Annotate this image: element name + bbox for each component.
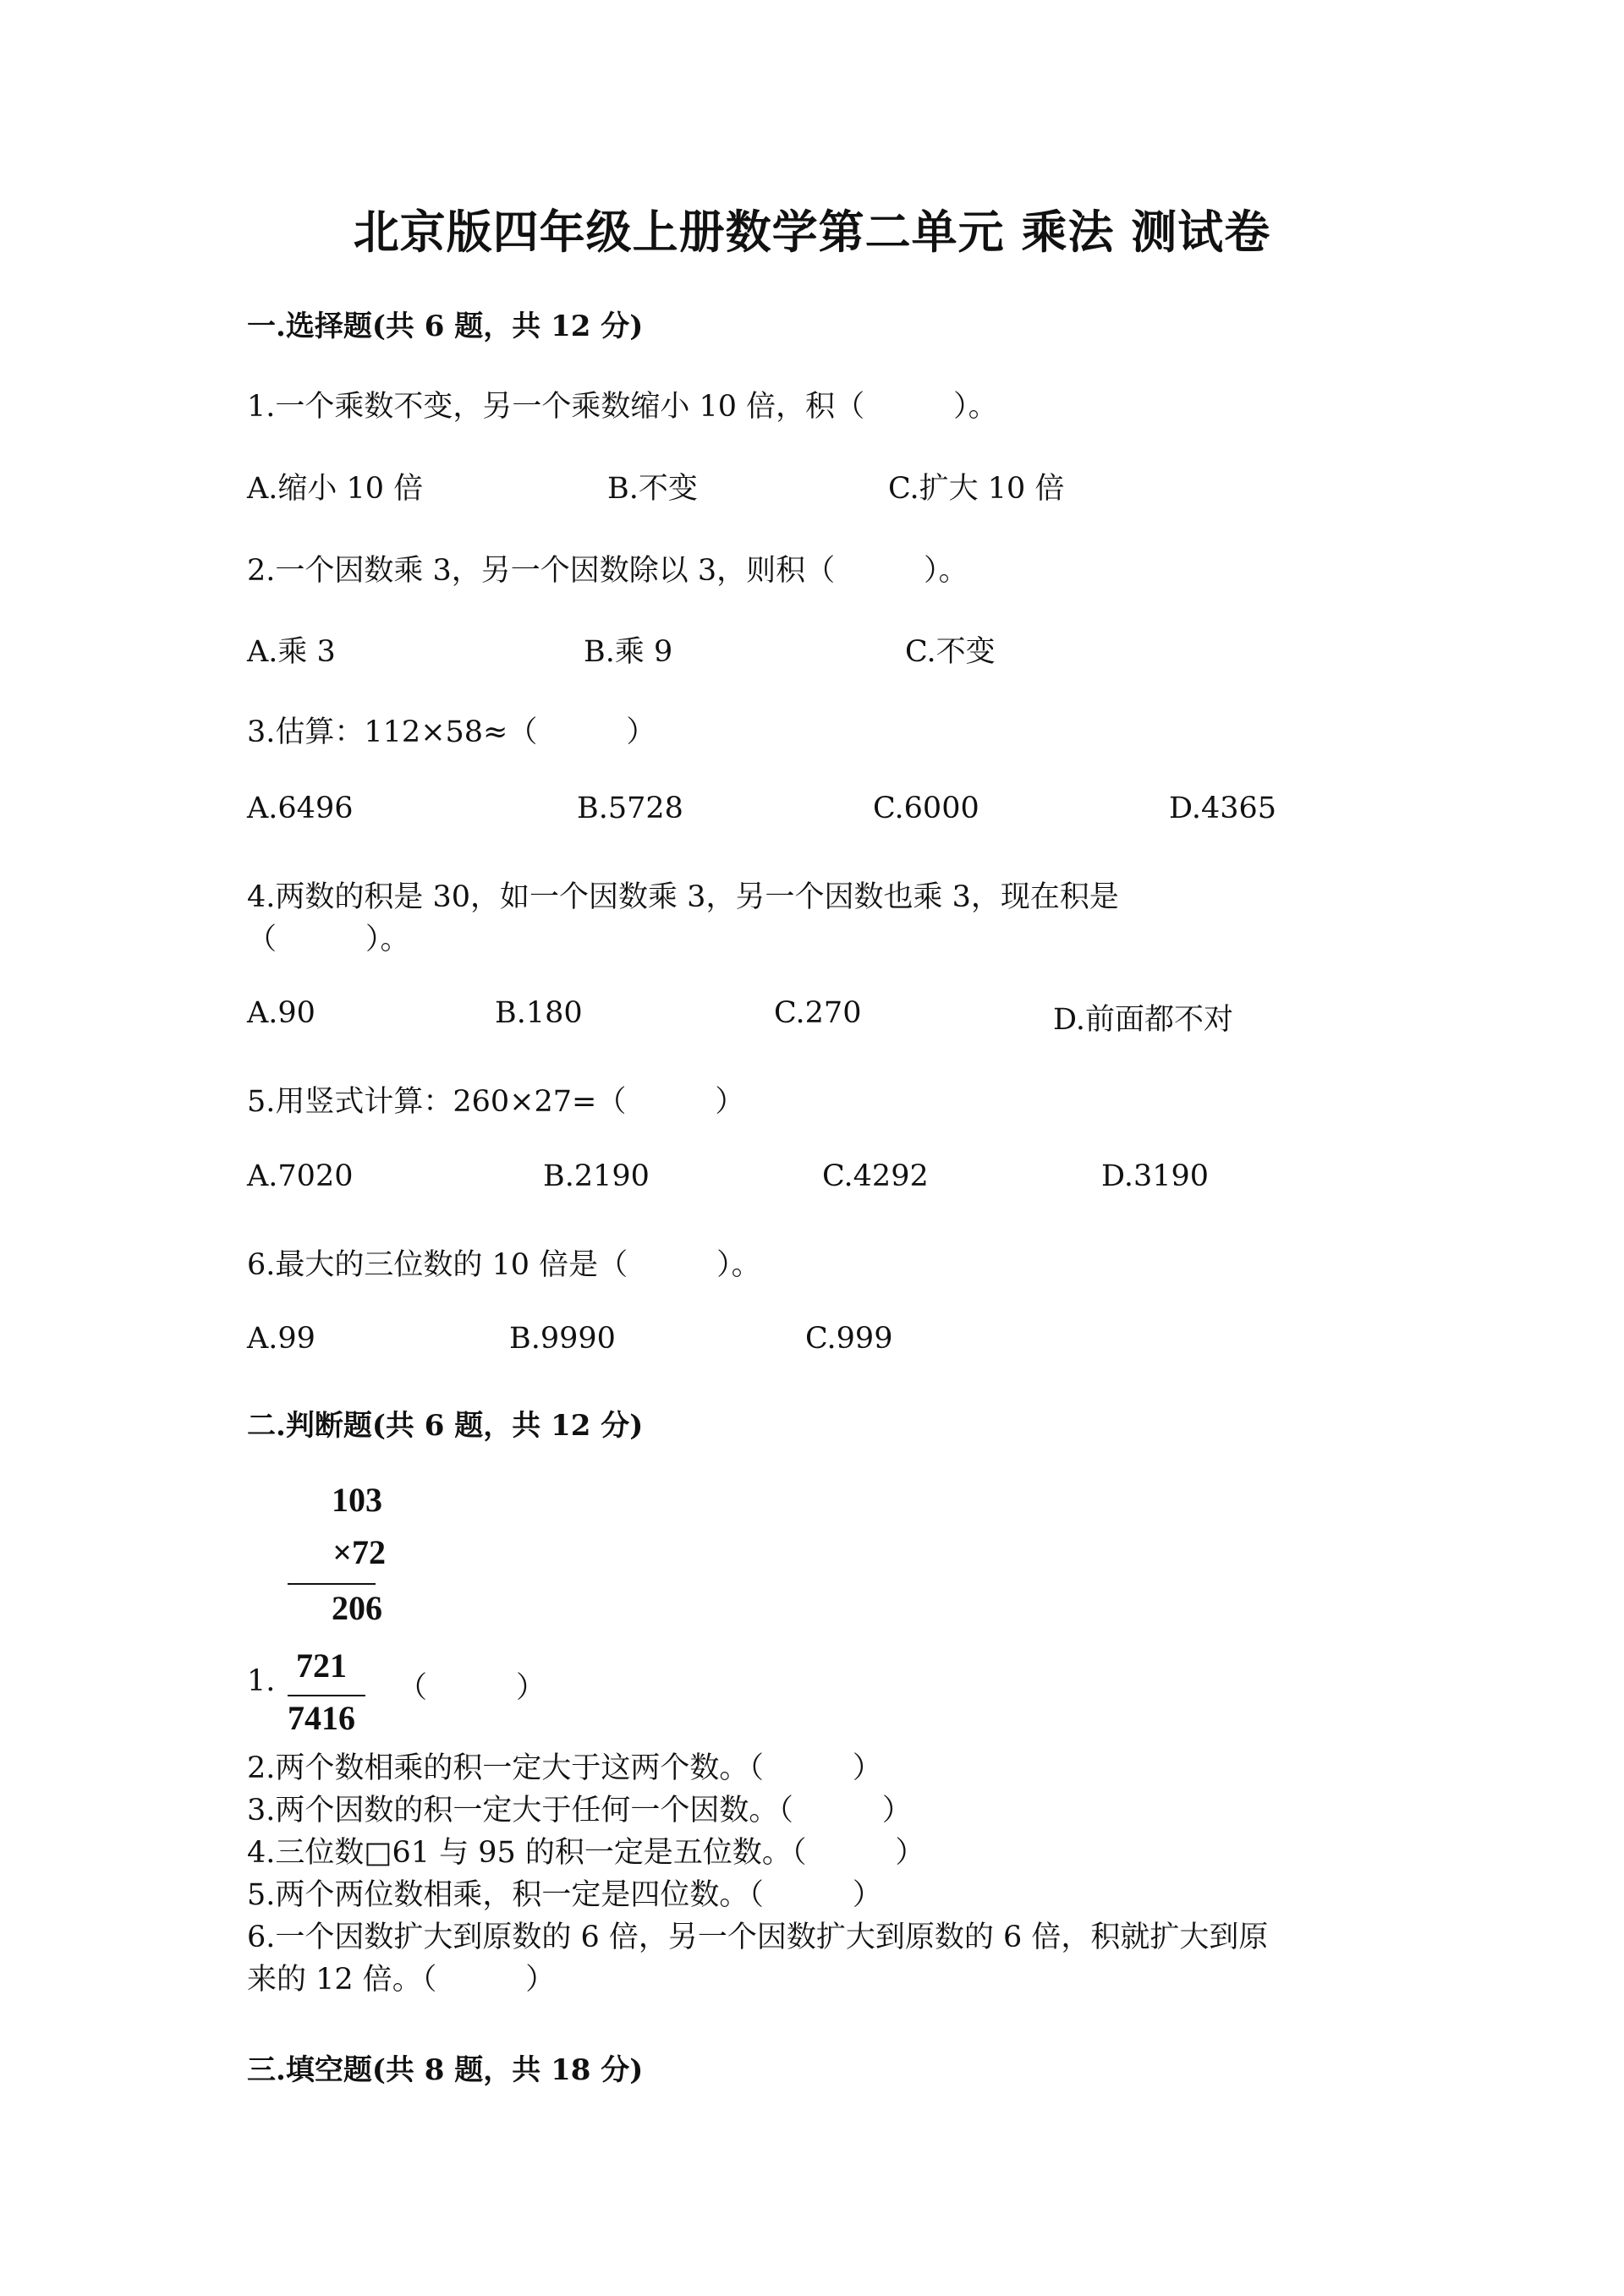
option-1c: C.扩大 10 倍 (888, 472, 1065, 506)
judgment-2: 2.两个数相乘的积一定大于这两个数。（ ） (247, 1751, 882, 1785)
question-3: 3.估算：112×58≈（ ） (247, 715, 656, 749)
question-1: 1.一个乘数不变，另一个乘数缩小 10 倍，积（ ）。 (247, 390, 998, 424)
question-4-line2: （ ）。 (247, 923, 410, 956)
calc-rule-1 (288, 1583, 376, 1585)
option-4b: B.180 (495, 996, 583, 1030)
calc-multiplier: ×72 (332, 1533, 386, 1571)
section-heading-judgment: 二.判断题(共 6 题，共 12 分) (247, 1409, 644, 1443)
judgment-6-line2: 来的 12 倍。（ ） (247, 1963, 556, 1997)
question-5: 5.用竖式计算：260×27=（ ） (247, 1085, 745, 1119)
question-2: 2.一个因数乘 3，另一个因数除以 3，则积（ ）。 (247, 554, 968, 588)
option-2a: A.乘 3 (247, 635, 336, 669)
calc-result: 7416 (288, 1699, 355, 1737)
option-6a: A.99 (247, 1322, 315, 1356)
option-2c: C.不变 (905, 635, 996, 669)
option-1a: A.缩小 10 倍 (247, 472, 424, 506)
calc-partial-2: 721 (296, 1647, 347, 1685)
option-5a: A.7020 (247, 1159, 354, 1193)
calc-multiplicand: 103 (332, 1481, 382, 1519)
judgment-4: 4.三位数□61 与 95 的积一定是五位数。（ ） (247, 1836, 925, 1870)
option-3a: A.6496 (247, 792, 354, 825)
option-5c: C.4292 (822, 1159, 929, 1193)
vertical-multiplication (288, 1480, 398, 1649)
option-4a: A.90 (247, 996, 315, 1030)
calc-lower (288, 1646, 372, 1747)
option-3d: D.4365 (1169, 792, 1277, 825)
section-heading-choice: 一.选择题(共 6 题，共 12 分) (247, 310, 644, 343)
question-6: 6.最大的三位数的 10 倍是（ ）。 (247, 1248, 761, 1282)
judgment-1-number: 1. (247, 1664, 276, 1698)
option-4d: D.前面都不对 (1053, 1003, 1233, 1037)
calc-partial-1: 206 (332, 1589, 382, 1627)
option-5d: D.3190 (1101, 1159, 1210, 1193)
option-6c: C.999 (805, 1322, 893, 1356)
option-6b: B.9990 (509, 1322, 616, 1356)
judgment-3: 3.两个因数的积一定大于任何一个因数。（ ） (247, 1794, 912, 1827)
option-3b: B.5728 (577, 792, 683, 825)
section-heading-fill: 三.填空题(共 8 题，共 18 分) (247, 2053, 644, 2087)
option-4c: C.270 (774, 996, 862, 1030)
option-5b: B.2190 (543, 1159, 650, 1193)
option-1b: B.不变 (607, 472, 698, 506)
judgment-6: 6.一个因数扩大到原数的 6 倍，另一个因数扩大到原数的 6 倍，积就扩大到原 (247, 1921, 1269, 1954)
option-2b: B.乘 9 (584, 635, 673, 669)
question-4: 4.两数的积是 30，如一个因数乘 3，另一个因数也乘 3，现在积是 (247, 880, 1119, 914)
judgment-1-blank: （ ） (398, 1671, 546, 1705)
calc-rule-2 (288, 1695, 365, 1696)
judgment-5: 5.两个两位数相乘，积一定是四位数。（ ） (247, 1878, 882, 1912)
option-3c: C.6000 (873, 792, 979, 825)
page-title: 北京版四年级上册数学第二单元 乘法 测试卷 (353, 205, 1271, 259)
